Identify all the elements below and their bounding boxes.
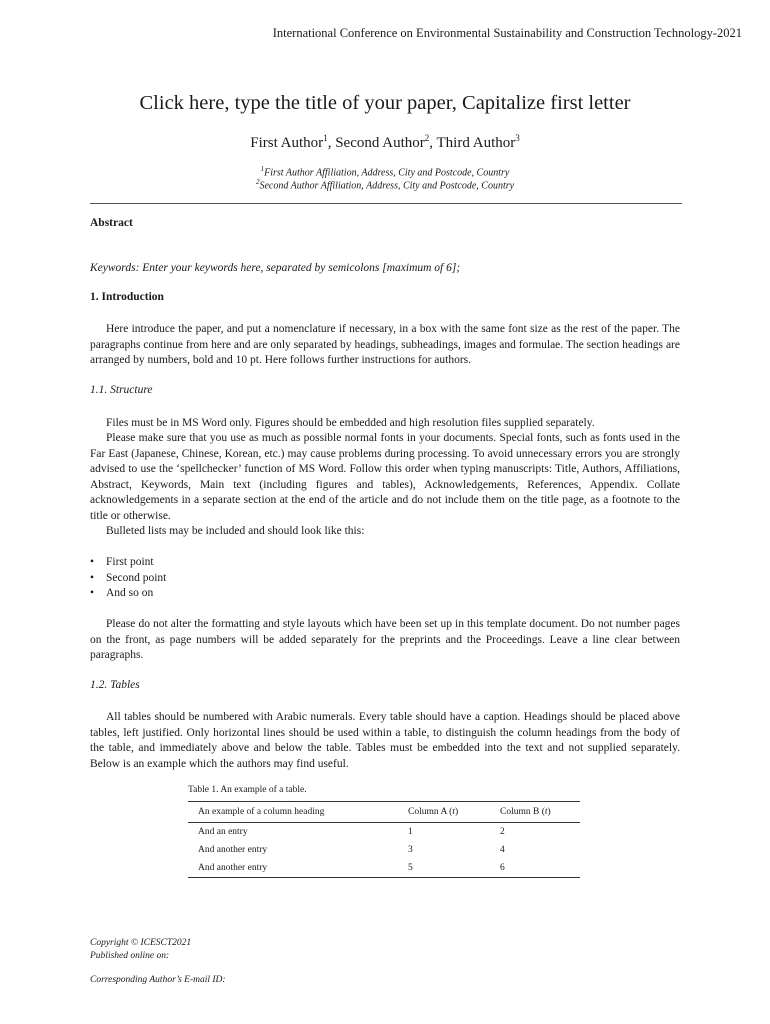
column-heading: An example of a column heading bbox=[188, 802, 398, 823]
intro-paragraph: Here introduce the paper, and put a nomenclature if necessary, in a box with the same font size as the rest of the paper. The paragraphs continue from here and are only separated by headings, subheadings, images and formulae. The section headings are arranged by numbers, bold and 10 pt. Here follows further instructions for authors. bbox=[90, 323, 680, 366]
list-item: • And so on bbox=[90, 586, 166, 602]
column-unit: t bbox=[452, 807, 455, 817]
author-sup: 1 bbox=[323, 133, 328, 143]
list-item: • Second point bbox=[90, 571, 166, 587]
structure-paragraph-1: Files must be in MS Word only. Figures should be embedded and high resolution files supplied separately. bbox=[106, 417, 595, 429]
table-cell: 2 bbox=[500, 827, 505, 837]
structure-paragraph-4: Please do not alter the formatting and style layouts which have been set up in this template document. Do not number pages on the front, as page numbers will be added separately for the preprints and the Proceedings. Leave a line clear between paragraphs. bbox=[90, 618, 680, 661]
table-cell: 1 bbox=[408, 827, 413, 837]
table-row bbox=[188, 859, 580, 878]
author-name: Third Author bbox=[436, 135, 516, 151]
published-line: Published online on: bbox=[90, 950, 170, 961]
table-cell: 6 bbox=[500, 863, 505, 873]
column-heading-text: Column A ( bbox=[408, 807, 453, 817]
affiliation-1 bbox=[0, 165, 770, 178]
structure-paragraph-3: Bulleted lists may be included and should look like this: bbox=[106, 525, 365, 537]
author-separator: , bbox=[327, 135, 336, 151]
affiliation-sup: 2 bbox=[255, 178, 260, 186]
table-cell: 3 bbox=[408, 845, 413, 855]
author-separator: , bbox=[429, 135, 437, 151]
structure-paragraph-2: Please make sure that you use as much as possible normal fonts in your documents. Special fonts, such as fonts used in the Far East (Japanese, Chinese, Korean, etc.) may cause problems during processing. To avoid unnecessary errors you are strongly advised to use the ‘spellchecker’ function of MS Word. Follow this order when typing manuscripts: Title, Authors, Affiliations, Abstract, Keywords, Main text (including figures and tables), Acknowledgements, References, Appendix. Collate acknowledgements in a separate section at the end of the article and do not include them on the title page, as a footnote to the title or otherwise. bbox=[90, 432, 680, 522]
keywords-line: Keywords: Enter your keywords here, separated by semicolons [maximum of 6]; bbox=[90, 262, 461, 274]
author-name: Second Author bbox=[335, 135, 425, 151]
abstract-heading: Abstract bbox=[90, 217, 133, 229]
author-list bbox=[0, 133, 770, 152]
affiliation-text: First Author Affiliation, Address, City and Postcode, Country bbox=[264, 167, 510, 179]
title-divider bbox=[90, 203, 682, 204]
table-cell: 4 bbox=[500, 845, 505, 855]
footer-notes bbox=[90, 937, 226, 987]
affiliation-text: Second Author Affiliation, Address, City and Postcode, Country bbox=[259, 180, 515, 192]
tables-heading: 1.2. Tables bbox=[90, 679, 140, 691]
table-row bbox=[188, 841, 580, 859]
conference-header: International Conference on Environmental Sustainability and Construction Technology-2021 bbox=[272, 26, 742, 40]
intro-heading: 1. Introduction bbox=[90, 291, 164, 303]
column-heading-text: Column B ( bbox=[500, 807, 545, 817]
author-sup: 3 bbox=[515, 133, 520, 143]
column-heading bbox=[490, 802, 580, 823]
email-line: Corresponding Author’s E-mail ID: bbox=[90, 975, 226, 985]
affiliation-2 bbox=[0, 178, 770, 191]
example-table bbox=[188, 801, 580, 878]
author-sup: 2 bbox=[424, 133, 430, 143]
structure-heading: 1.1. Structure bbox=[90, 384, 153, 396]
column-unit: t bbox=[544, 807, 548, 817]
author-name: First Author bbox=[250, 135, 324, 151]
table-row bbox=[188, 823, 580, 842]
table-cell: And an entry bbox=[198, 827, 248, 837]
table-cell: And another entry bbox=[198, 863, 268, 873]
tables-paragraph: All tables should be numbered with Arabic numerals. Every table should have a caption. Headings should be placed above tables, left justified. Only horizontal lines should be used within a table, to distinguish the column headings from the body of the table, and immediately above and below the table. Tables must be embedded into the text and not supplied separately. Below is an example which the authors may find useful. bbox=[90, 711, 680, 770]
table-header-row bbox=[188, 802, 580, 823]
column-heading-close: ) bbox=[454, 807, 459, 817]
paper-title: Click here, type the title of your paper, Capitalize first letter bbox=[139, 92, 631, 114]
column-heading bbox=[398, 802, 490, 823]
list-item: • First point bbox=[90, 555, 166, 571]
affiliation-sup: 1 bbox=[260, 165, 265, 173]
table-cell: And another entry bbox=[198, 845, 268, 855]
table-cell: 5 bbox=[408, 863, 413, 873]
copyright-line: Copyright © ICESCT2021 bbox=[90, 938, 192, 948]
bullet-list bbox=[90, 555, 166, 602]
column-heading-close: ) bbox=[547, 807, 551, 817]
table-caption: Table 1. An example of a table. bbox=[188, 785, 307, 795]
